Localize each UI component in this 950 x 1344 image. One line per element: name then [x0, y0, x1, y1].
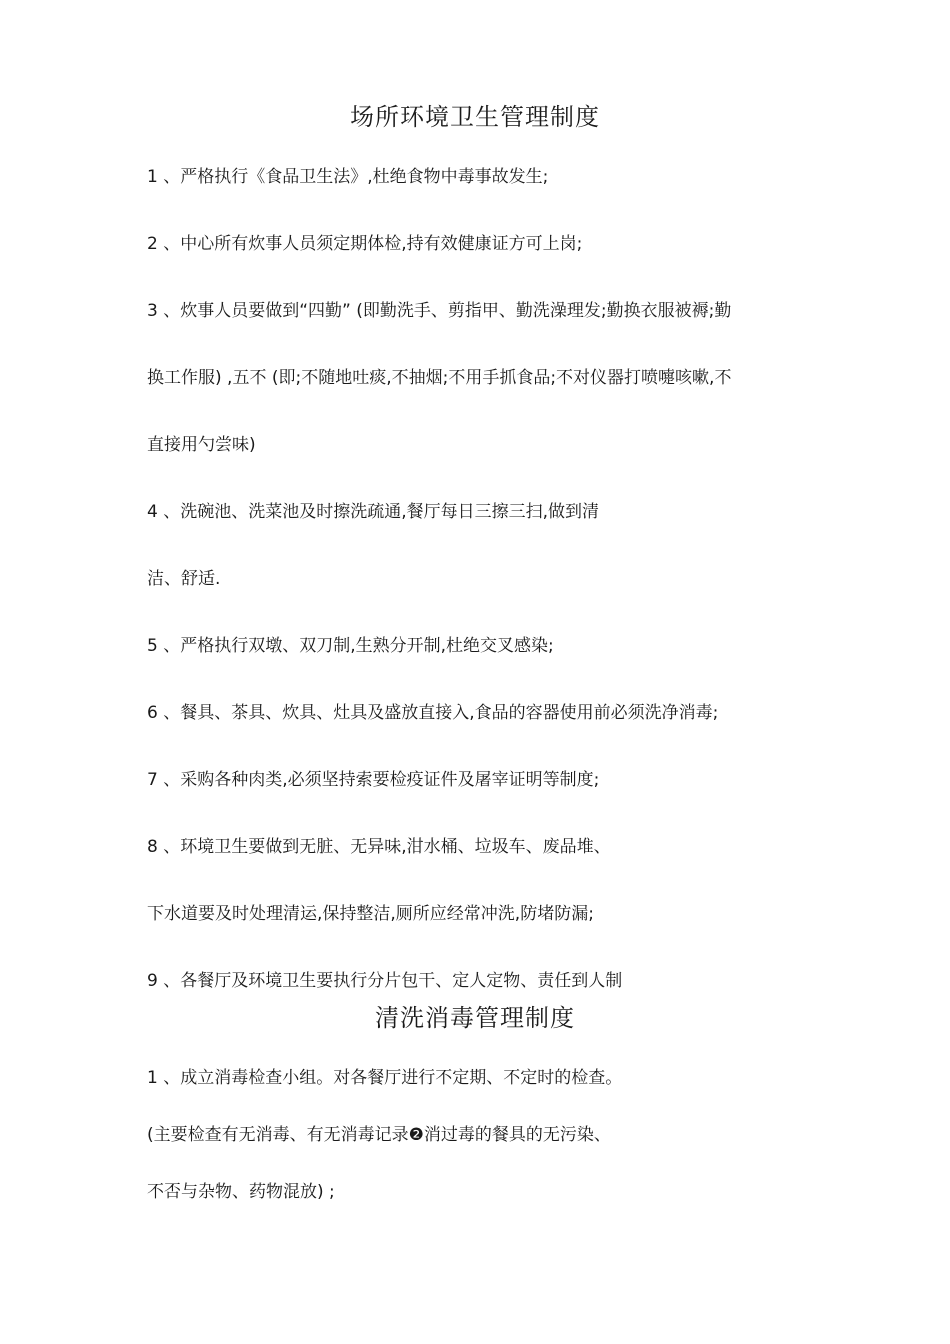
rule-line: 3 、炊事人员要做到“四勤” (即勤洗手、剪指甲、勤洗澡理发;勤换衣服被褥;勤 — [147, 301, 732, 321]
rule-line: 洁、舒适. — [147, 569, 221, 589]
rule-line: 1 、严格执行《食品卫生法》,杜绝食物中毒事故发生; — [147, 167, 549, 187]
rule-line: 4 、洗碗池、洗菜池及时擦洗疏通,餐厅每日三擦三扫,做到清 — [147, 502, 600, 522]
rule-line: 5 、严格执行双墩、双刀制,生熟分开制,杜绝交叉感染; — [147, 636, 554, 656]
rule-line: 下水道要及时处理清运,保持整洁,厕所应经常冲洗,防堵防漏; — [147, 904, 594, 924]
rule-line: 1 、成立消毒检查小组。对各餐厅进行不定期、不定时的检查。 — [147, 1068, 623, 1088]
rule-line: 6 、餐具、茶具、炊具、灶具及盛放直接入,食品的容器使用前必须洗净消毒; — [147, 703, 719, 723]
section-title-environment-hygiene: 场所环境卫生管理制度 — [350, 103, 600, 131]
rule-line: 不否与杂物、药物混放) ; — [147, 1182, 335, 1202]
rule-line: 换工作服) ,五不 (即;不随地吐痰,不抽烟;不用手抓食品;不对仪器打喷嚏咳嗽,不 — [147, 368, 732, 388]
rule-line: 9 、各餐厅及环境卫生要执行分片包干、定人定物、责任到人制 — [147, 971, 623, 991]
rule-line: 7 、采购各种肉类,必须坚持索要检疫证件及屠宰证明等制度; — [147, 770, 600, 790]
rule-line: 2 、中心所有炊事人员须定期体检,持有效健康证方可上岗; — [147, 234, 583, 254]
rule-line: 8 、环境卫生要做到无脏、无异味,泔水桶、垃圾车、废品堆、 — [147, 837, 611, 857]
section-title-cleaning-disinfection: 清洗消毒管理制度 — [375, 1004, 575, 1032]
rule-line: 直接用勺尝味) — [147, 435, 256, 455]
rule-line: (主要检查有无消毒、有无消毒记录❷消过毒的餐具的无污染、 — [147, 1125, 611, 1145]
